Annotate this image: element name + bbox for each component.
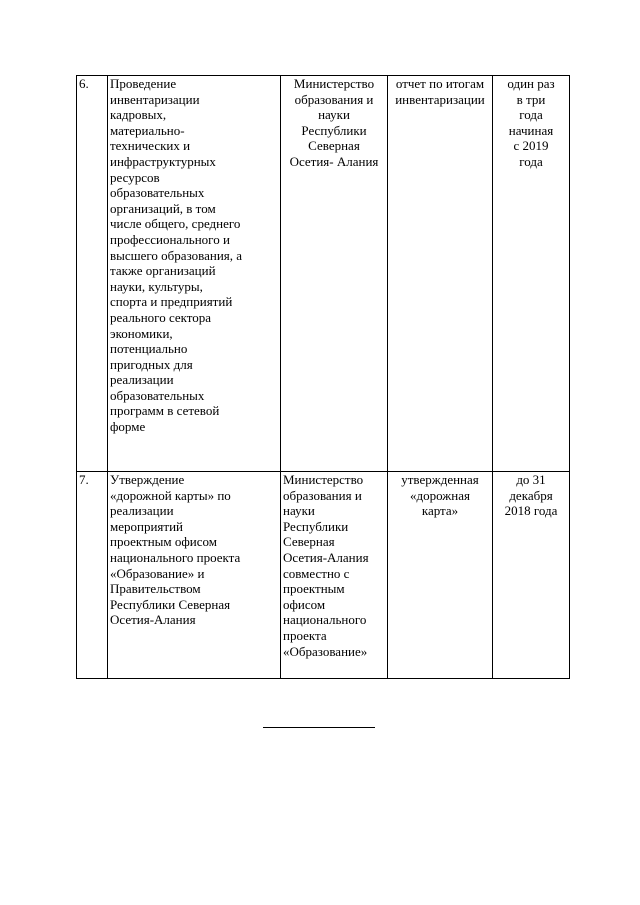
deadline: до 31 декабря 2018 года (493, 472, 570, 679)
responsible-party: Министерство образования и науки Республики Северная Осетия- Алания (281, 76, 388, 472)
row-number: 6. (77, 76, 108, 472)
row-number: 7. (77, 472, 108, 679)
task-description: Проведение инвентаризации кадровых, материально- технических и инфраструктурных ресурсов образовательных организаций, в том числе общего, среднего профессионального и высшего образования, а также организаций науки, культуры, спорта и предприятий реального сектора экономики, потенциально пригодных для реализации образовательных программ в сетевой форме (108, 76, 281, 472)
expected-result: отчет по итогам инвентаризации (388, 76, 493, 472)
deadline: один раз в три года начиная с 2019 года (493, 76, 570, 472)
table-row (77, 76, 570, 472)
end-separator-line (263, 727, 375, 728)
table-row (77, 472, 570, 679)
plan-table (76, 75, 570, 679)
expected-result: утвержденная «дорожная карта» (388, 472, 493, 679)
responsible-party: Министерство образования и науки Республики Северная Осетия-Алания совместно с проектным офисом национального проекта «Образование» (281, 472, 388, 679)
task-description: Утверждение «дорожной карты» по реализации мероприятий проектным офисом национального проекта «Образование» и Правительством Республики Северная Осетия-Алания (108, 472, 281, 679)
